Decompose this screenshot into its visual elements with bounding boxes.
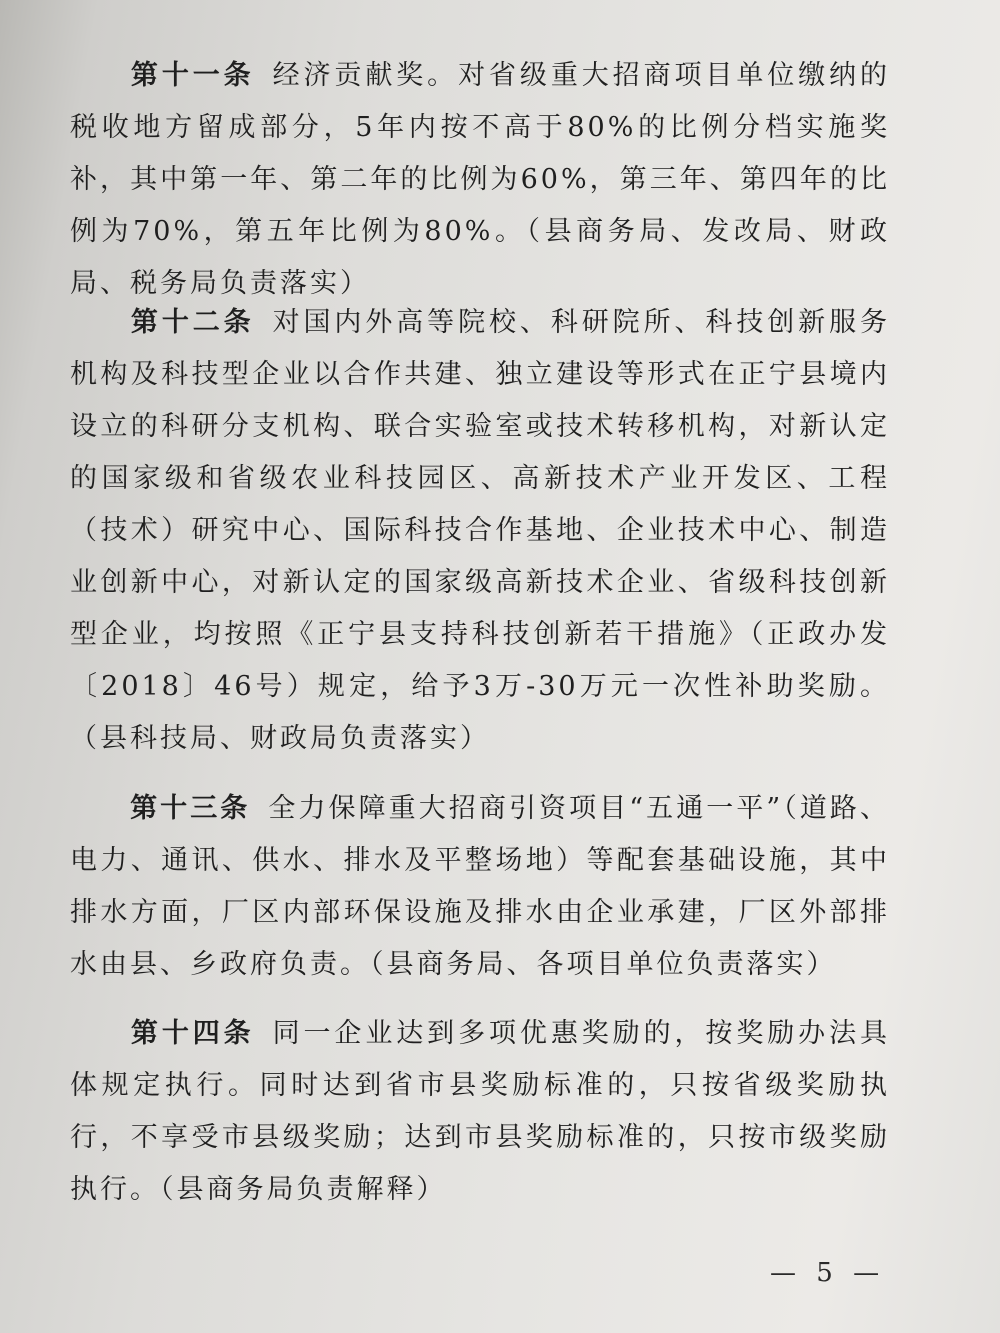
article-14 — [70, 1008, 890, 1216]
article-12 — [70, 297, 890, 765]
article-12-text: 对国内外高等院校、科研院所、科技创新服务机构及科技型企业以合作共建、独立建设等形式在正宁县境内设立的科研分支机构、联合实验室或技术转移机构，对新认定的国家级和省级农业科技园区、高新技术产业开发区、工程（技术）研究中心、国际科技合作基地、企业技术中心、制造业创新中心，对新认定的国家级高新技术企业、省级科技创新型企业，均按照《正宁县支持科技创新若干措施》（正政办发〔2018〕46号）规定，给予3万-30万元一次性补助奖励。（县科技局、财政局负责落实） — [70, 307, 891, 754]
article-13-heading: 第十三条 — [130, 793, 251, 824]
article-11 — [70, 50, 890, 310]
article-14-heading: 第十四条 — [130, 1018, 255, 1049]
article-11-heading: 第十一条 — [130, 60, 255, 91]
article-13-text: 全力保障重大招商引资项目“五通一平”（道路、电力、通讯、供水、排水及平整场地）等配套基础设施，其中排水方面，厂区内部环保设施及排水由企业承建，厂区外部排水由县、乡政府负责。（县商务局、各项目单位负责落实） — [70, 793, 891, 980]
article-13 — [70, 783, 890, 991]
article-14-text: 同一企业达到多项优惠奖励的，按奖励办法具体规定执行。同时达到省市县奖励标准的，只按省级奖励执行，不享受市县级奖励；达到市县奖励标准的，只按市级奖励执行。（县商务局负责解释） — [70, 1018, 891, 1205]
article-11-text: 经济贡献奖。对省级重大招商项目单位缴纳的税收地方留成部分，5年内按不高于80%的比例分档实施奖补，其中第一年、第二年的比例为60%，第三年、第四年的比例为70%，第五年比例为80%。（县商务局、发改局、财政局、税务局负责落实） — [70, 60, 891, 299]
page-number: — 5 — — [770, 1258, 886, 1288]
article-12-heading: 第十二条 — [130, 307, 255, 338]
